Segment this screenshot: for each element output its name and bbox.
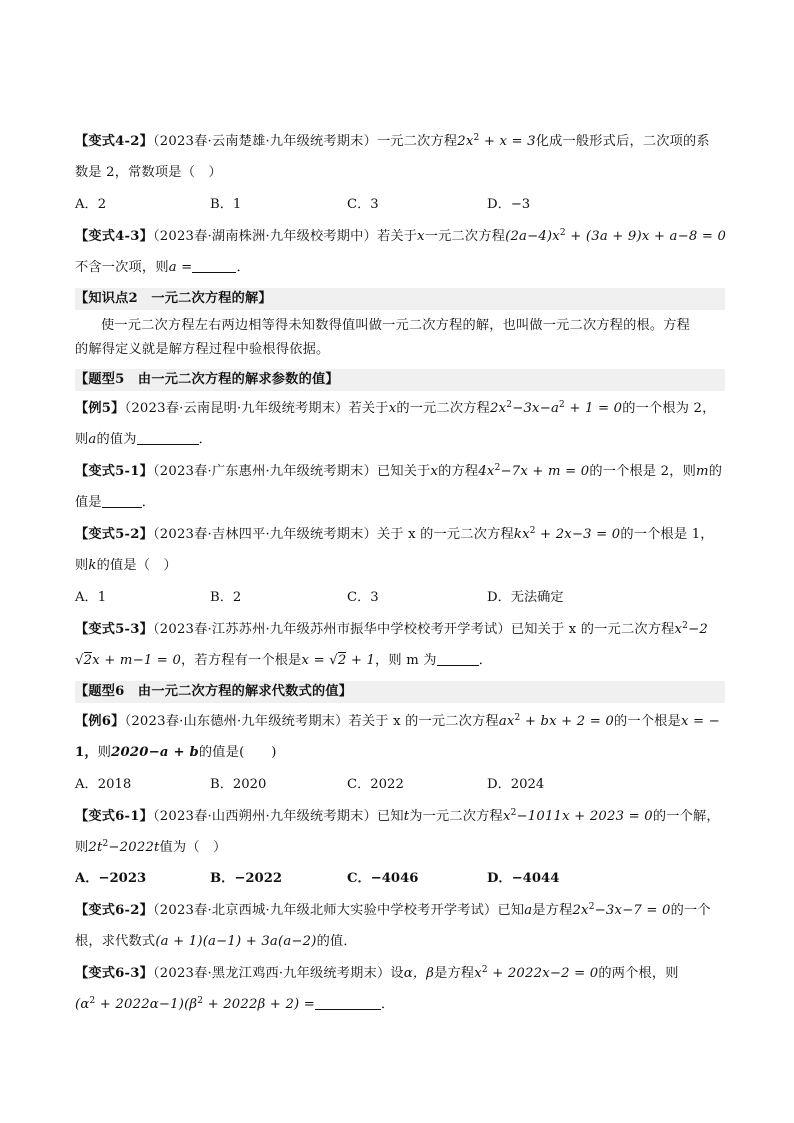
option-b: B．2 <box>210 590 242 605</box>
option-a: A．2 <box>75 197 107 212</box>
question-6-1-line2: 则$2t^2-2022t$值为（ ） <box>75 839 227 855</box>
option-c: C．3 <box>347 197 379 212</box>
answer-blank[interactable] <box>192 258 236 273</box>
question-6-1: 【变式6-1】（2023春·山西朔州·九年级统考期末）已知t为一元二次方程$x^2-1011x + 2023 = 0$的一个解， <box>75 808 720 824</box>
knowledge-text: 使一元二次方程左右两边相等得未知数得值叫做一元二次方程的解，也叫做一元二次方程的根。方程 <box>101 318 691 333</box>
question-5-1-line2: 值是 ． <box>75 495 156 510</box>
question-tag: 【例6】 <box>75 714 125 729</box>
question-source: （2023春·山东德州·九年级统考期末） <box>124 714 349 729</box>
option-b: B．−2022 <box>210 871 283 886</box>
option-b: B．2020 <box>210 777 267 792</box>
question-tag: 【变式6-3】 <box>75 966 153 981</box>
equation: $kx^2 + 2x-3 = 0$ <box>513 526 621 542</box>
option-d: D．无法确定 <box>487 590 564 605</box>
question-tag: 【变式5-3】 <box>75 622 153 637</box>
equation: $2x^2-3x-a^2 + 1 = 0$ <box>490 400 623 416</box>
equation: $(2a-4)x^2 + (3a + 9)x + a-8 = 0$ <box>505 228 727 244</box>
equation: $4x^2-7x + m = 0$ <box>478 463 590 479</box>
question-source: （2023春·云南楚雄·九年级统考期末） <box>152 134 377 149</box>
option-a: A．1 <box>75 590 107 605</box>
question-5-3: 【变式5-3】（2023春·江苏苏州·九年级苏州市振华中学校校考开学考试）已知关于 x 的一元二次方程$x^2-2$ <box>75 621 708 637</box>
equation: $2x^2-3x-7 = 0$ <box>572 902 671 918</box>
question-6-2: 【变式6-2】（2023春·北京西城·九年级北师大实验中学校考开学考试）已知a是方程$2x^2-3x-7 = 0$的一个 <box>75 902 711 918</box>
question-source: （2023春·吉林四平·九年级统考期末） <box>152 527 377 542</box>
question-source: （2023春·广东惠州·九年级统考期末） <box>152 464 377 479</box>
option-c: C．2022 <box>347 777 404 792</box>
question-5-3-line2: √2x + m−1 = 0，若方程有一个根是x = √2 + 1，则 m 为 ． <box>75 653 493 668</box>
question-tag: 【变式4-2】 <box>75 134 153 149</box>
knowledge-point-header: 【知识点2 一元二次方程的解】 <box>75 288 725 310</box>
question-source: （2023春·黑龙江鸡西·九年级统考期末） <box>152 966 391 981</box>
question-6-2-line2: 根，求代数式(a + 1)(a−1) + 3a(a−2)的值． <box>75 934 357 949</box>
question-5-1: 【变式5-1】（2023春·广东惠州·九年级统考期末）已知关于x的方程$4x^2-7x + m = 0$的一个根是 2，则m的 <box>75 463 723 479</box>
option-a: A．−2023 <box>75 871 147 886</box>
question-tag: 【变式4-3】 <box>75 229 153 244</box>
question-6-3: 【变式6-3】（2023春·黑龙江鸡西·九年级统考期末）设α，β是方程$x^2 + 2022x-2 = 0$的两个根，则 <box>75 965 679 981</box>
option-c: C．−4046 <box>347 871 419 886</box>
equation: √2x + m−1 = 0 <box>75 653 182 668</box>
option-d: D．−4044 <box>487 871 560 886</box>
option-c: C．3 <box>347 590 379 605</box>
answer-blank[interactable] <box>137 430 199 445</box>
section-header-5: 【题型5 由一元二次方程的解求参数的值】 <box>75 369 725 391</box>
question-tag: 【变式6-1】 <box>75 809 153 824</box>
question-text: 一元二次方程 <box>424 229 506 244</box>
equation: $x^2-1011x + 2023 = 0$ <box>502 808 653 824</box>
question-tag: 【变式5-1】 <box>75 464 153 479</box>
answer-blank[interactable] <box>437 651 479 666</box>
question-text: 若关于 <box>376 229 418 244</box>
answer-blank[interactable] <box>102 493 142 508</box>
question-6-3-line2: $(\alpha^2 + 2022\alpha-1)(\beta^2 + 2022\beta + 2)$ = ． <box>75 996 395 1012</box>
option-a: A．2018 <box>75 777 132 792</box>
question-4-3-line2: 不含一次项，则a = ． <box>75 260 250 275</box>
example-6: 【例6】（2023春·山东德州·九年级统考期末）若关于 x 的一元二次方程$ax^2$ + bx + 2 = 0的一个根是x = − <box>75 713 720 729</box>
example-5: 【例5】（2023春·云南昆明·九年级统考期末）若关于x的一元二次方程$2x^2-3x-a^2 + 1 = 0$的一个根为 2， <box>75 400 716 416</box>
question-source: （2023春·湖南株洲·九年级校考期中） <box>152 229 377 244</box>
question-source: （2023春·山西朔州·九年级统考期末） <box>152 809 377 824</box>
example-5-line2: 则a的值为 ． <box>75 432 213 447</box>
equation: $x^2 + 2022x-2 = 0$ <box>474 965 599 981</box>
example-6-line2: 1，则2020−a + b的值是( ) <box>75 745 277 760</box>
question-source: （2023春·江苏苏州·九年级苏州市振华中学校校考开学考试） <box>152 622 511 637</box>
question-tag: 【变式6-2】 <box>75 903 153 918</box>
question-4-3: 【变式4-3】（2023春·湖南株洲·九年级校考期中）若关于x一元二次方程$(2a-4)x^2 + (3a + 9)x + a-8 = 0$ <box>75 228 727 244</box>
equation: $2x^2 + x = 3$ <box>457 133 536 149</box>
question-4-2 <box>75 132 710 152</box>
answer-blank[interactable] <box>315 995 381 1010</box>
question-source: （2023春·北京西城·九年级北师大实验中学校考开学考试） <box>152 903 498 918</box>
question-5-2-line2: 则k的值是（ ） <box>75 558 177 573</box>
knowledge-text: 的解得定义就是解方程过程中验根得依据。 <box>75 342 330 357</box>
question-5-2: 【变式5-2】（2023春·吉林四平·九年级统考期末）关于 x 的一元二次方程$kx^2 + 2x-3 = 0$的一个根是 1， <box>75 526 714 542</box>
option-d: D．2024 <box>487 777 545 792</box>
question-tag: 【变式5-2】 <box>75 527 153 542</box>
section-header-6: 【题型6 由一元二次方程的解求代数式的值】 <box>75 681 725 703</box>
question-4-2-line2: 数是 2，常数项是（ ） <box>75 165 222 180</box>
question-text: 化成一般形式后，二次项的系 <box>535 134 710 149</box>
option-d: D．−3 <box>487 197 531 212</box>
question-text: 一元二次方程 <box>376 134 458 149</box>
equation: $ax^2$ + bx + 2 = 0 <box>498 713 615 729</box>
option-b: B．1 <box>210 197 242 212</box>
question-tag: 【例5】 <box>75 401 125 416</box>
question-source: （2023春·云南昆明·九年级统考期末） <box>124 401 349 416</box>
